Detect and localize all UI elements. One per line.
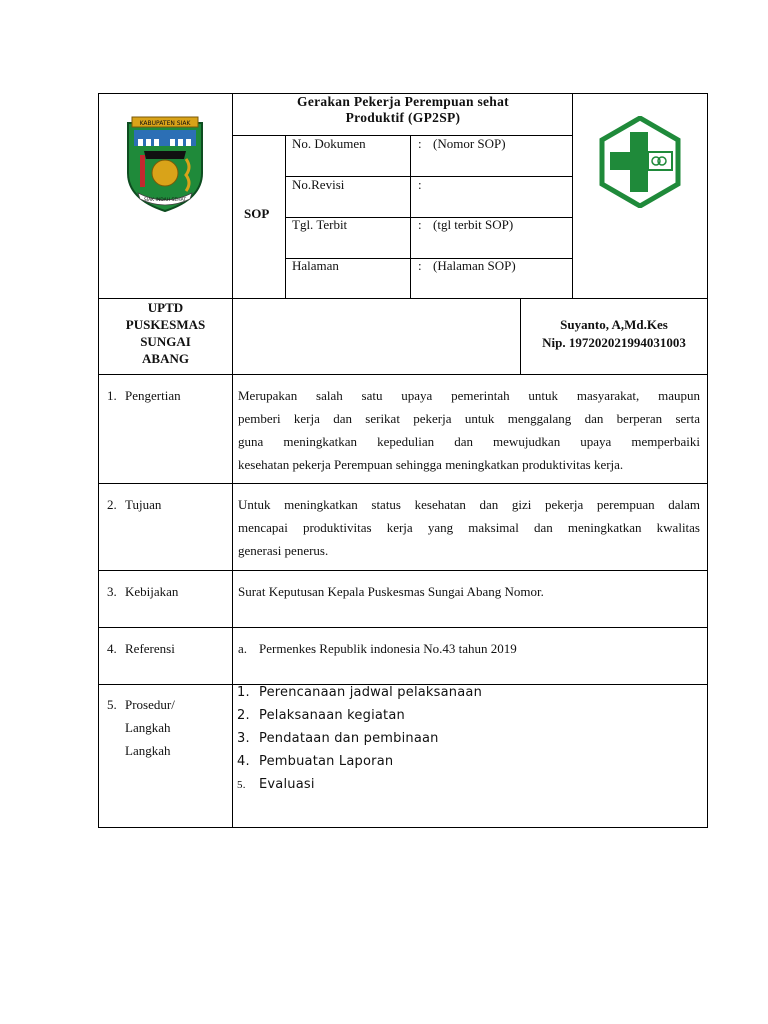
list-item: 2. Pelaksanaan kegiatan [237, 708, 405, 723]
section-5-number: 5. [107, 697, 117, 712]
section-3-title: Kebijakan [125, 584, 179, 599]
section-4-item-text: Permenkes Republik indonesia No.43 tahun 2019 [259, 641, 517, 656]
section-2-body: Untuk meningkatkan status kesehatan dan gizi pekerja perempuan dalam mencapai produktivitas kerja yang maksimal dan meningkatkan kwalitas generasi penerus. [238, 497, 700, 558]
meta-sep-revision: : [418, 177, 422, 192]
title-line-1: Gerakan Pekerja Perempuan sehat [297, 94, 509, 109]
signatory-nip: Nip. 197202021994031003 [542, 335, 686, 350]
section-1-body: Merupakan salah satu upaya pemerintah untuk masyarakat, maupun pemberi kerja dan serikat pekerja untuk menggalang dan berperan serta guna meningkatkan kepedulian dan mewujudkan upaya memperbaiki kesehatan pekerja Perempuan sehingga meningkatkan produktivitas kerja. [238, 388, 700, 472]
list-item: 4. Pembuatan Laporan [237, 754, 394, 769]
list-item: 5. Evaluasi [237, 777, 315, 792]
list-item: 1. Perencanaan jadwal pelaksanaan [237, 685, 483, 700]
section-4-title: Referensi [125, 641, 175, 656]
meta-sep-page: : [418, 258, 422, 273]
procedure-steps [237, 681, 482, 797]
unit-name: UPTD PUSKESMAS SUNGAI ABANG [125, 300, 206, 366]
section-1-number: 1. [107, 388, 117, 403]
meta-value-page: (Halaman SOP) [433, 258, 516, 273]
document-title [234, 94, 572, 126]
section-1-title: Pengertian [125, 388, 181, 403]
health-cross-logo [594, 116, 686, 208]
list-item: 3. Pendataan dan pembinaan [237, 731, 439, 746]
signatory-name: Suyanto, A,Md.Kes [560, 317, 668, 332]
section-3-body: Surat Keputusan Kepala Puskesmas Sungai Abang Nomor. [238, 584, 544, 599]
svg-text:SIAK INDAH SEHAT: SIAK INDAH SEHAT [143, 198, 187, 203]
meta-label-revision: No.Revisi [292, 177, 345, 192]
section-2-number: 2. [107, 497, 117, 512]
meta-value-issue-date: (tgl terbit SOP) [433, 217, 514, 232]
meta-sep-document: : [418, 136, 422, 151]
regency-emblem-logo [124, 115, 206, 213]
meta-label-page: Halaman [292, 258, 339, 273]
meta-value-document: (Nomor SOP) [433, 136, 506, 151]
section-4-item-marker: a. [238, 641, 248, 656]
section-3-number: 3. [107, 584, 117, 599]
sop-label: SOP [244, 206, 270, 221]
svg-text:KABUPATEN SIAK: KABUPATEN SIAK [139, 120, 191, 127]
signatory-block [521, 316, 707, 352]
meta-label-document: No. Dokumen [292, 136, 366, 151]
section-5-title: Prosedur/ Langkah Langkah [125, 697, 175, 758]
meta-label-issue-date: Tgl. Terbit [292, 217, 348, 232]
meta-sep-issue-date: : [418, 217, 422, 232]
section-2-title: Tujuan [125, 497, 162, 512]
title-line-2: Produktif (GP2SP) [345, 110, 461, 125]
section-4-number: 4. [107, 641, 117, 656]
